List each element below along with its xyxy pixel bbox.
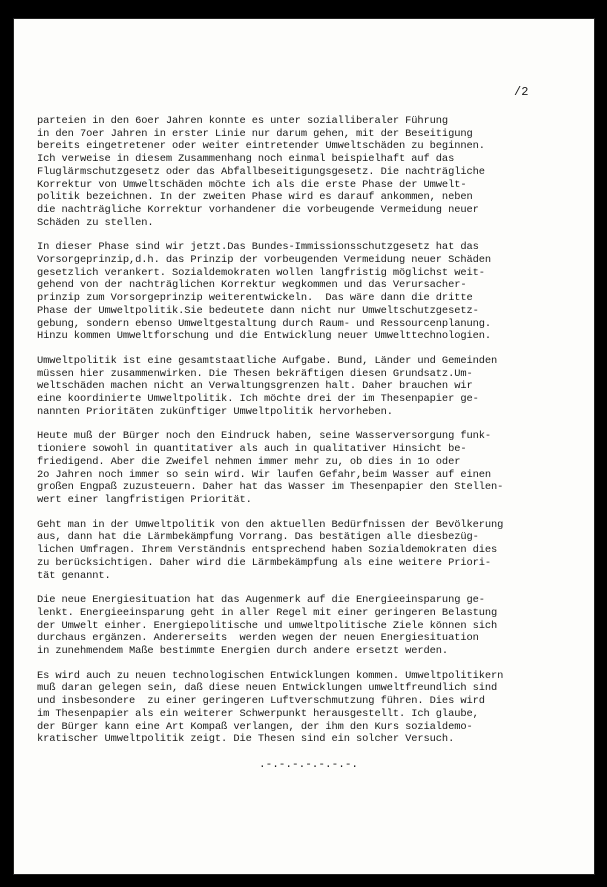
paragraph <box>37 594 577 658</box>
text-line: lichen Umfragen. Ihrem Verständnis entsprechend haben Sozialdemokraten dies <box>37 544 498 557</box>
paragraph <box>37 115 577 229</box>
text-line: durchaus ergänzen. Andererseits werden wegen der neuen Energiesituation <box>37 632 479 645</box>
text-line: Schäden zu stellen. <box>37 216 154 229</box>
text-line: und insbesondere zu einer geringeren Luftverschmutzung führen. Dies wird <box>37 695 485 708</box>
text-line: Phase der Umweltpolitik.Sie bedeutete dann nicht nur Umweltschutzgesetz- <box>37 304 479 317</box>
text-line: bereits eingetretener oder weiter eintretender Umweltschäden zu beginnen. <box>37 140 485 153</box>
paragraph <box>37 670 577 746</box>
text-line: zu berücksichtigen. Daher wird die Lärmbekämpfung als eine weitere Priori- <box>37 556 492 569</box>
page-number: /2 <box>514 85 529 99</box>
text-line: tät genannt. <box>37 569 111 582</box>
text-line: Fluglärmschutzgesetz oder das Abfallbeseitigungsgesetz. Die nachträgliche <box>37 165 485 178</box>
end-mark: .-.-.-.-.-.-.-. <box>259 759 359 771</box>
body-text <box>37 115 577 758</box>
text-line: Geht man in der Umweltpolitik von den aktuellen Bedürfnissen der Bevölkerung <box>37 518 504 531</box>
text-line: Heute muß der Bürger noch den Eindruck haben, seine Wasserversorgung funk- <box>37 430 492 443</box>
text-line: müssen hier zusammenwirken. Die Thesen bekräftigen diesen Grundsatz.Um- <box>37 367 473 380</box>
text-line: der Bürger kann eine Art Kompaß verlangen, der ihm den Kurs sozialdemo- <box>37 720 473 733</box>
paragraph <box>37 430 577 506</box>
text-line: muß daran gelegen sein, daß diese neuen Entwicklungen umweltfreundlich sind <box>37 682 498 695</box>
text-line: lenkt. Energieeinsparung geht in aller Regel mit einer geringeren Belastung <box>37 606 498 619</box>
text-line: tioniere sowohl in quantitativer als auch in qualitativer Hinsicht be- <box>37 443 467 456</box>
text-line: in den 7oer Jahren in erster Linie nur darum gehen, mit der Beseitigung <box>37 127 473 140</box>
text-line: Es wird auch zu neuen technologischen Entwicklungen kommen. Umweltpolitikern <box>37 669 504 682</box>
text-line: Ich verweise in diesem Zusammenhang noch einmal beispielhaft auf das <box>37 153 455 166</box>
text-line: gebung, sondern ebenso Umweltgestaltung durch Raum- und Ressourcenplanung. <box>37 317 492 330</box>
text-line: parteien in den 6oer Jahren konnte es unter sozialliberaler Führung <box>37 115 449 127</box>
paragraph <box>37 355 577 419</box>
paragraph <box>37 519 577 583</box>
text-line: kratischer Umweltpolitik zeigt. Die Thesen sind ein solcher Versuch. <box>37 733 455 746</box>
text-line: großen Engpaß zuzusteuern. Daher hat das Wasser im Thesenpapier den Stellen- <box>37 481 504 494</box>
document-page <box>13 18 595 875</box>
text-line: gehend von der nachträglichen Korrektur wegkommen und das Verursacher- <box>37 279 467 292</box>
text-line: wert einer langfristigen Priorität. <box>37 493 252 506</box>
text-line: eine koordinierte Umweltpolitik. Ich möchte drei der im Thesenpapier ge- <box>37 393 479 406</box>
text-line: Umweltpolitik ist eine gesamtstaatliche Aufgabe. Bund, Länder und Gemeinden <box>37 354 498 367</box>
text-line: der Umwelt einher. Energiepolitische und umweltpolitische Ziele können sich <box>37 619 498 632</box>
text-line: weltschäden machen nicht an Verwaltungsgrenzen halt. Daher brauchen wir <box>37 380 473 393</box>
text-line: prinzip zum Vorsorgeprinzip weiterentwickeln. Das wäre dann die dritte <box>37 292 473 305</box>
text-line: im Thesenpapier als ein weiterer Schwerpunkt herausgestellt. Ich glaube, <box>37 707 479 720</box>
text-line: Vorsorgeprinzip,d.h. das Prinzip der vorbeugenden Vermeidung neuer Schäden <box>37 254 492 267</box>
text-line: friedigend. Aber die Zweifel nehmen immer mehr zu, ob dies in 1o oder <box>37 455 461 468</box>
text-line: nannten Prioritäten zukünftiger Umweltpolitik hervorheben. <box>37 405 393 418</box>
text-line: Korrektur von Umweltschäden möchte ich als die erste Phase der Umwelt- <box>37 178 467 191</box>
paragraph <box>37 241 577 343</box>
text-line: in zunehmendem Maße bestimmte Energien durch andere ersetzt werden. <box>37 645 449 658</box>
text-line: gesetzlich verankert. Sozialdemokraten wollen langfristig möglichst weit- <box>37 266 485 279</box>
text-line: In dieser Phase sind wir jetzt.Das Bundes-Immissionsschutzgesetz hat das <box>37 241 479 254</box>
text-line: Hinzu kommen Umweltforschung und die Entwicklung neuer Umwelttechnologien. <box>37 330 492 343</box>
text-line: politik bezeichnen. In der zweiten Phase wird es darauf ankommen, neben <box>37 191 473 204</box>
text-line: Die neue Energiesituation hat das Augenmerk auf die Energieeinsparung ge- <box>37 594 485 607</box>
text-line: aus, dann hat die Lärmbekämpfung Vorrang. Das bestätigen alle diesbezüg- <box>37 531 479 544</box>
text-line: die nachträgliche Korrektur vorhandener die vorbeugende Vermeidung neuer <box>37 203 479 216</box>
text-line: 2o Jahren noch immer so sein wird. Wir laufen Gefahr,beim Wasser auf einen <box>37 468 492 481</box>
